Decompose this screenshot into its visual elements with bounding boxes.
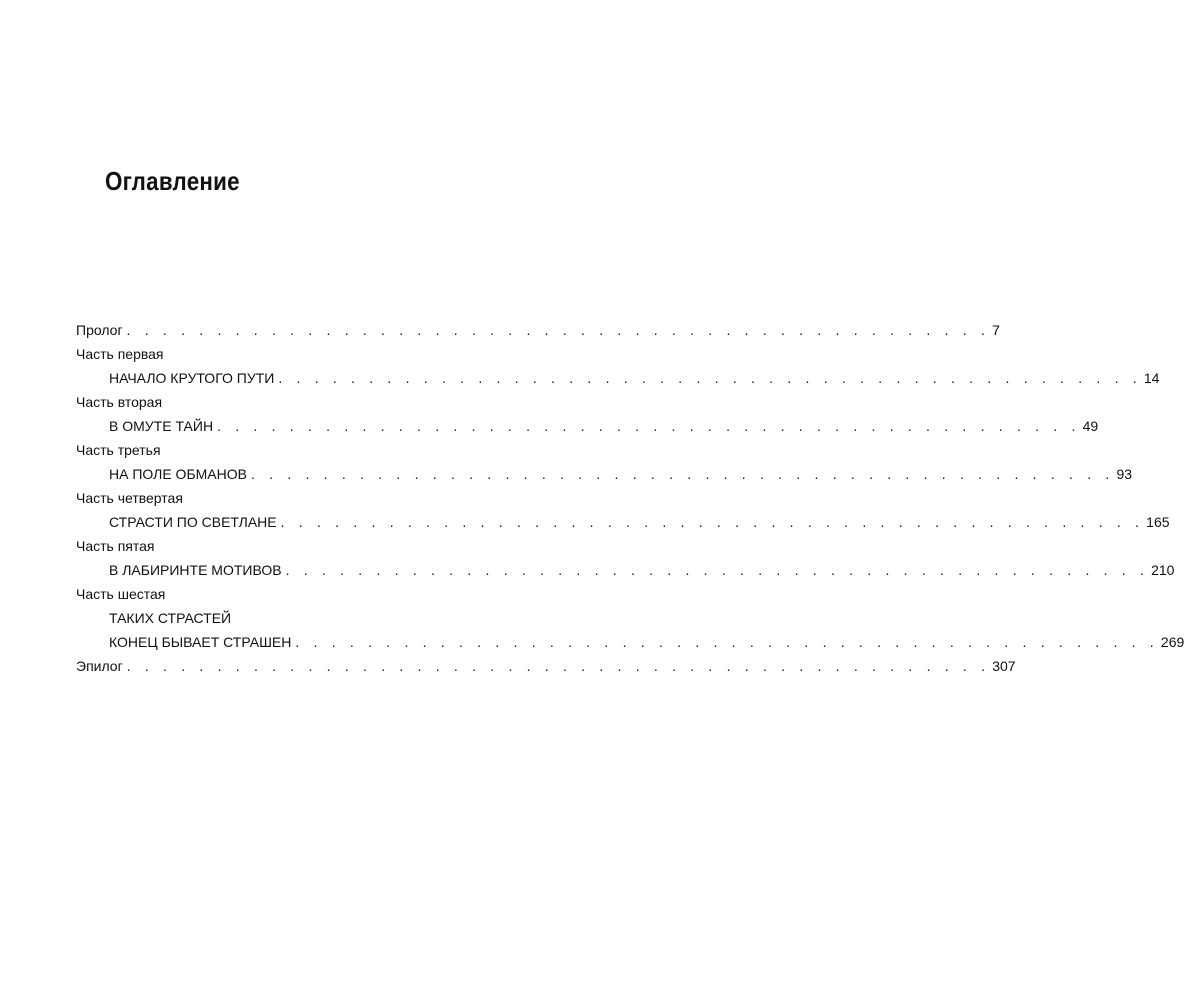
chapter-title: НА ПОЛЕ ОБМАНОВ <box>109 466 247 482</box>
toc-page-number: 210 <box>1151 562 1175 578</box>
dot-leader: . . . . . . . . . . . . . . . . . . . . . . . . . . . . . . . . . . . . . . . . . . . . . . . . <box>280 514 1145 530</box>
toc-page-number: 93 <box>1116 466 1133 482</box>
dot-leader: . . . . . . . . . . . . . . . . . . . . . . . . . . . . . . . . . . . . . . . . . . . . . . . . <box>295 634 1159 650</box>
toc-chapter-title-line <box>76 606 506 630</box>
dot-leader: . . . . . . . . . . . . . . . . . . . . . . . . . . . . . . . . . . . . . . . . . . . . . . . . <box>285 562 1150 578</box>
part-label: Часть третья <box>76 442 161 458</box>
dot-leader: . . . . . . . . . . . . . . . . . . . . . . . . . . . . . . . . . . . . . . . . . . . . . . . . <box>126 322 991 338</box>
dot-leader: . . . . . . . . . . . . . . . . . . . . . . . . . . . . . . . . . . . . . . . . . . . . . . . . <box>278 370 1142 386</box>
toc-page-number: 165 <box>1146 514 1170 530</box>
toc-page-number: 7 <box>992 322 1000 338</box>
dot-leader: . . . . . . . . . . . . . . . . . . . . . . . . . . . . . . . . . . . . . . . . . . . . . . . . <box>217 418 1081 434</box>
toc-entry-epilogue[interactable] <box>76 654 1016 678</box>
toc-entry-chapter[interactable] <box>76 630 1184 654</box>
toc-entry-chapter[interactable] <box>76 462 1133 486</box>
part-label: Часть первая <box>76 346 164 362</box>
chapter-title: В ЛАБИРИНТЕ МОТИВОВ <box>109 562 282 578</box>
dot-leader: . . . . . . . . . . . . . . . . . . . . . . . . . . . . . . . . . . . . . . . . . . . . . . . . <box>126 658 991 674</box>
toc-part-heading <box>76 582 506 606</box>
part-label: Часть вторая <box>76 394 163 410</box>
chapter-title: КОНЕЦ БЫВАЕТ СТРАШЕН <box>109 634 292 650</box>
chapter-title: ТАКИХ СТРАСТЕЙ <box>109 610 232 626</box>
toc-part-heading <box>76 390 506 414</box>
dot-leader: . . . . . . . . . . . . . . . . . . . . . . . . . . . . . . . . . . . . . . . . . . . . . . . . <box>250 466 1115 482</box>
toc-entry-label: Пролог <box>76 322 123 338</box>
toc-part-heading <box>76 486 506 510</box>
table-of-contents <box>76 318 1184 678</box>
toc-page-number: 307 <box>992 658 1016 674</box>
toc-entry-chapter[interactable] <box>76 510 1170 534</box>
toc-part-heading <box>76 342 506 366</box>
toc-page-number: 49 <box>1082 418 1099 434</box>
toc-page-number: 269 <box>1160 634 1184 650</box>
chapter-title: НАЧАЛО КРУТОГО ПУТИ <box>109 370 275 386</box>
part-label: Часть шестая <box>76 586 166 602</box>
chapter-title: В ОМУТЕ ТАЙН <box>109 418 214 434</box>
toc-entry-prologue[interactable] <box>76 318 1000 342</box>
toc-entry-chapter[interactable] <box>76 366 1160 390</box>
toc-entry-chapter[interactable] <box>76 414 1099 438</box>
chapter-title: СТРАСТИ ПО СВЕТЛАНЕ <box>109 514 277 530</box>
page-title: Оглавление <box>105 166 240 196</box>
toc-part-heading <box>76 534 506 558</box>
toc-page-number: 14 <box>1143 370 1160 386</box>
toc-entry-chapter[interactable] <box>76 558 1175 582</box>
part-label: Часть четвертая <box>76 490 183 506</box>
toc-entry-label: Эпилог <box>76 658 123 674</box>
part-label: Часть пятая <box>76 538 155 554</box>
toc-part-heading <box>76 438 506 462</box>
